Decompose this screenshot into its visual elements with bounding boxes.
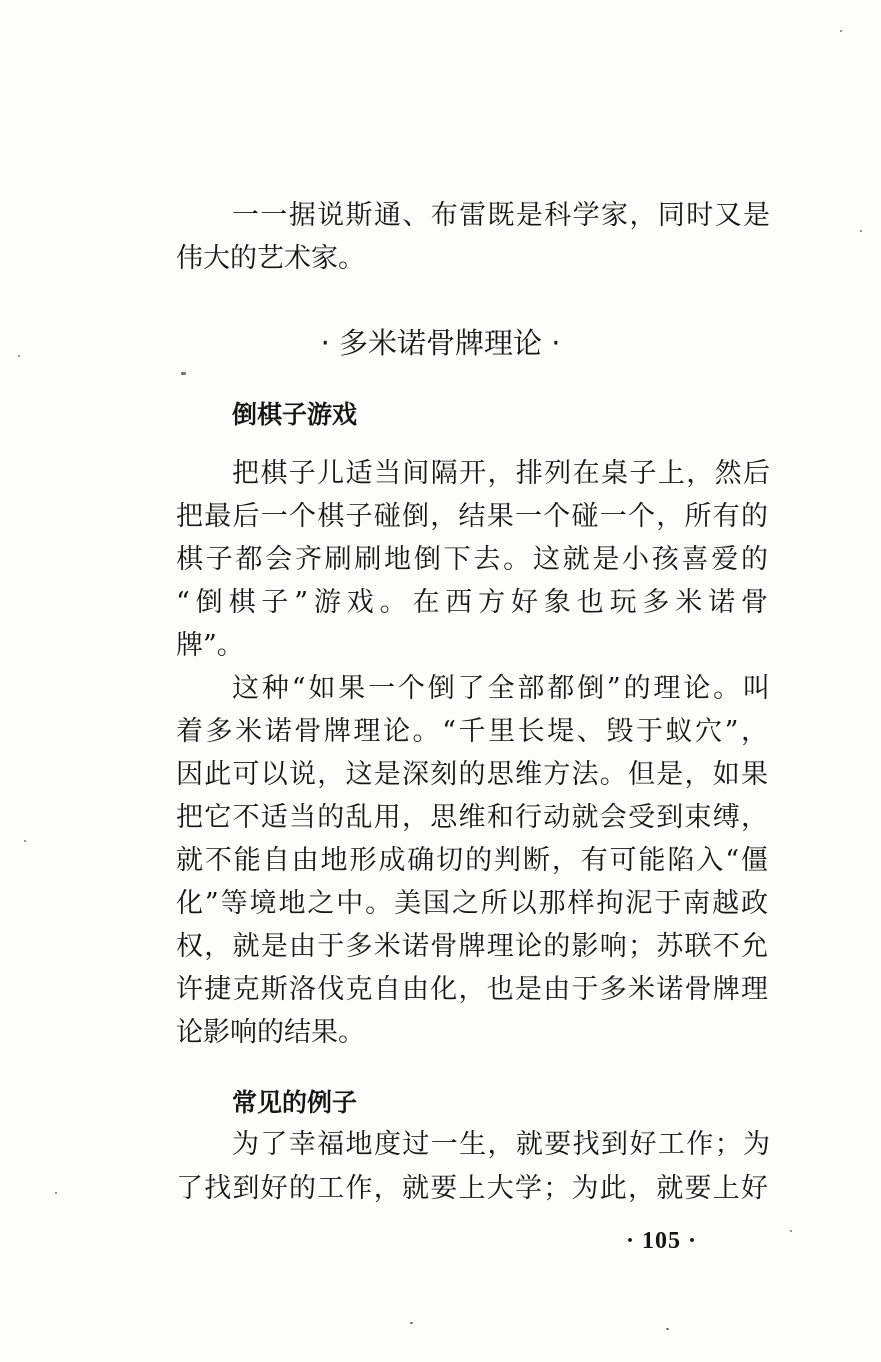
para1-line-2: 把最后一个棋子碰倒，结果一个碰一个，所有的 <box>176 501 768 532</box>
para2-line-3: 因此可以说，这是深刻的思维方法。但是，如果 <box>176 759 768 790</box>
para1-line-3: 棋子都会齐刷刷地倒下去。这就是小孩喜爱的 <box>176 544 768 575</box>
subsection-title-dominoes-game: 倒棋子游戏 <box>232 400 358 429</box>
section-title: · 多米诺骨牌理论 · <box>320 326 561 360</box>
para2-line-9: 论影响的结果。 <box>176 1017 365 1048</box>
scan-speck <box>410 1322 413 1324</box>
para2-line-6: 化”等境地之中。美国之所以那样拘泥于南越政 <box>176 888 768 919</box>
para2-line-5: 就不能自由地形成确切的判断，有可能陷入“僵 <box>176 845 768 876</box>
para2-line-8: 许捷克斯洛伐克自由化，也是由于多米诺骨牌理 <box>176 974 768 1005</box>
scan-speck <box>860 230 862 232</box>
page-number: · 105 · <box>626 1228 698 1254</box>
para3-line-1: 为了幸福地度过一生，就要找到好工作；为 <box>232 1129 770 1160</box>
scan-speck <box>18 355 20 357</box>
para2-line-2: 着多米诺骨牌理论。“千里长堤、毁于蚁穴”， <box>176 716 768 747</box>
scan-speck <box>24 840 26 842</box>
scan-speck <box>790 1230 792 1232</box>
para2-line-7: 权，就是由于多米诺骨牌理论的影响；苏联不允 <box>176 931 768 962</box>
scan-speck <box>840 30 842 32</box>
para1-line-5: 牌”。 <box>176 630 244 661</box>
para1-line-1: 把棋子儿适当间隔开，排列在桌子上，然后 <box>232 458 770 489</box>
scan-speck <box>55 1192 57 1194</box>
para1-line-4: “倒棋子”游戏。在西方好象也玩多米诺骨 <box>176 587 768 618</box>
intro-line-1: 一一据说斯通、布雷既是科学家，同时又是 <box>232 200 770 231</box>
para2-line-1: 这种“如果一个倒了全部都倒”的理论。叫 <box>232 673 770 704</box>
para3-line-2: 了找到好的工作，就要上大学；为此，就要上好 <box>176 1173 768 1204</box>
scan-speck <box>181 372 186 375</box>
scan-speck <box>666 1328 669 1330</box>
para2-line-4: 把它不适当的乱用，思维和行动就会受到束缚， <box>176 802 768 833</box>
subsection-title-common-examples: 常见的例子 <box>232 1088 358 1117</box>
intro-line-2: 伟大的艺术家。 <box>176 243 365 274</box>
